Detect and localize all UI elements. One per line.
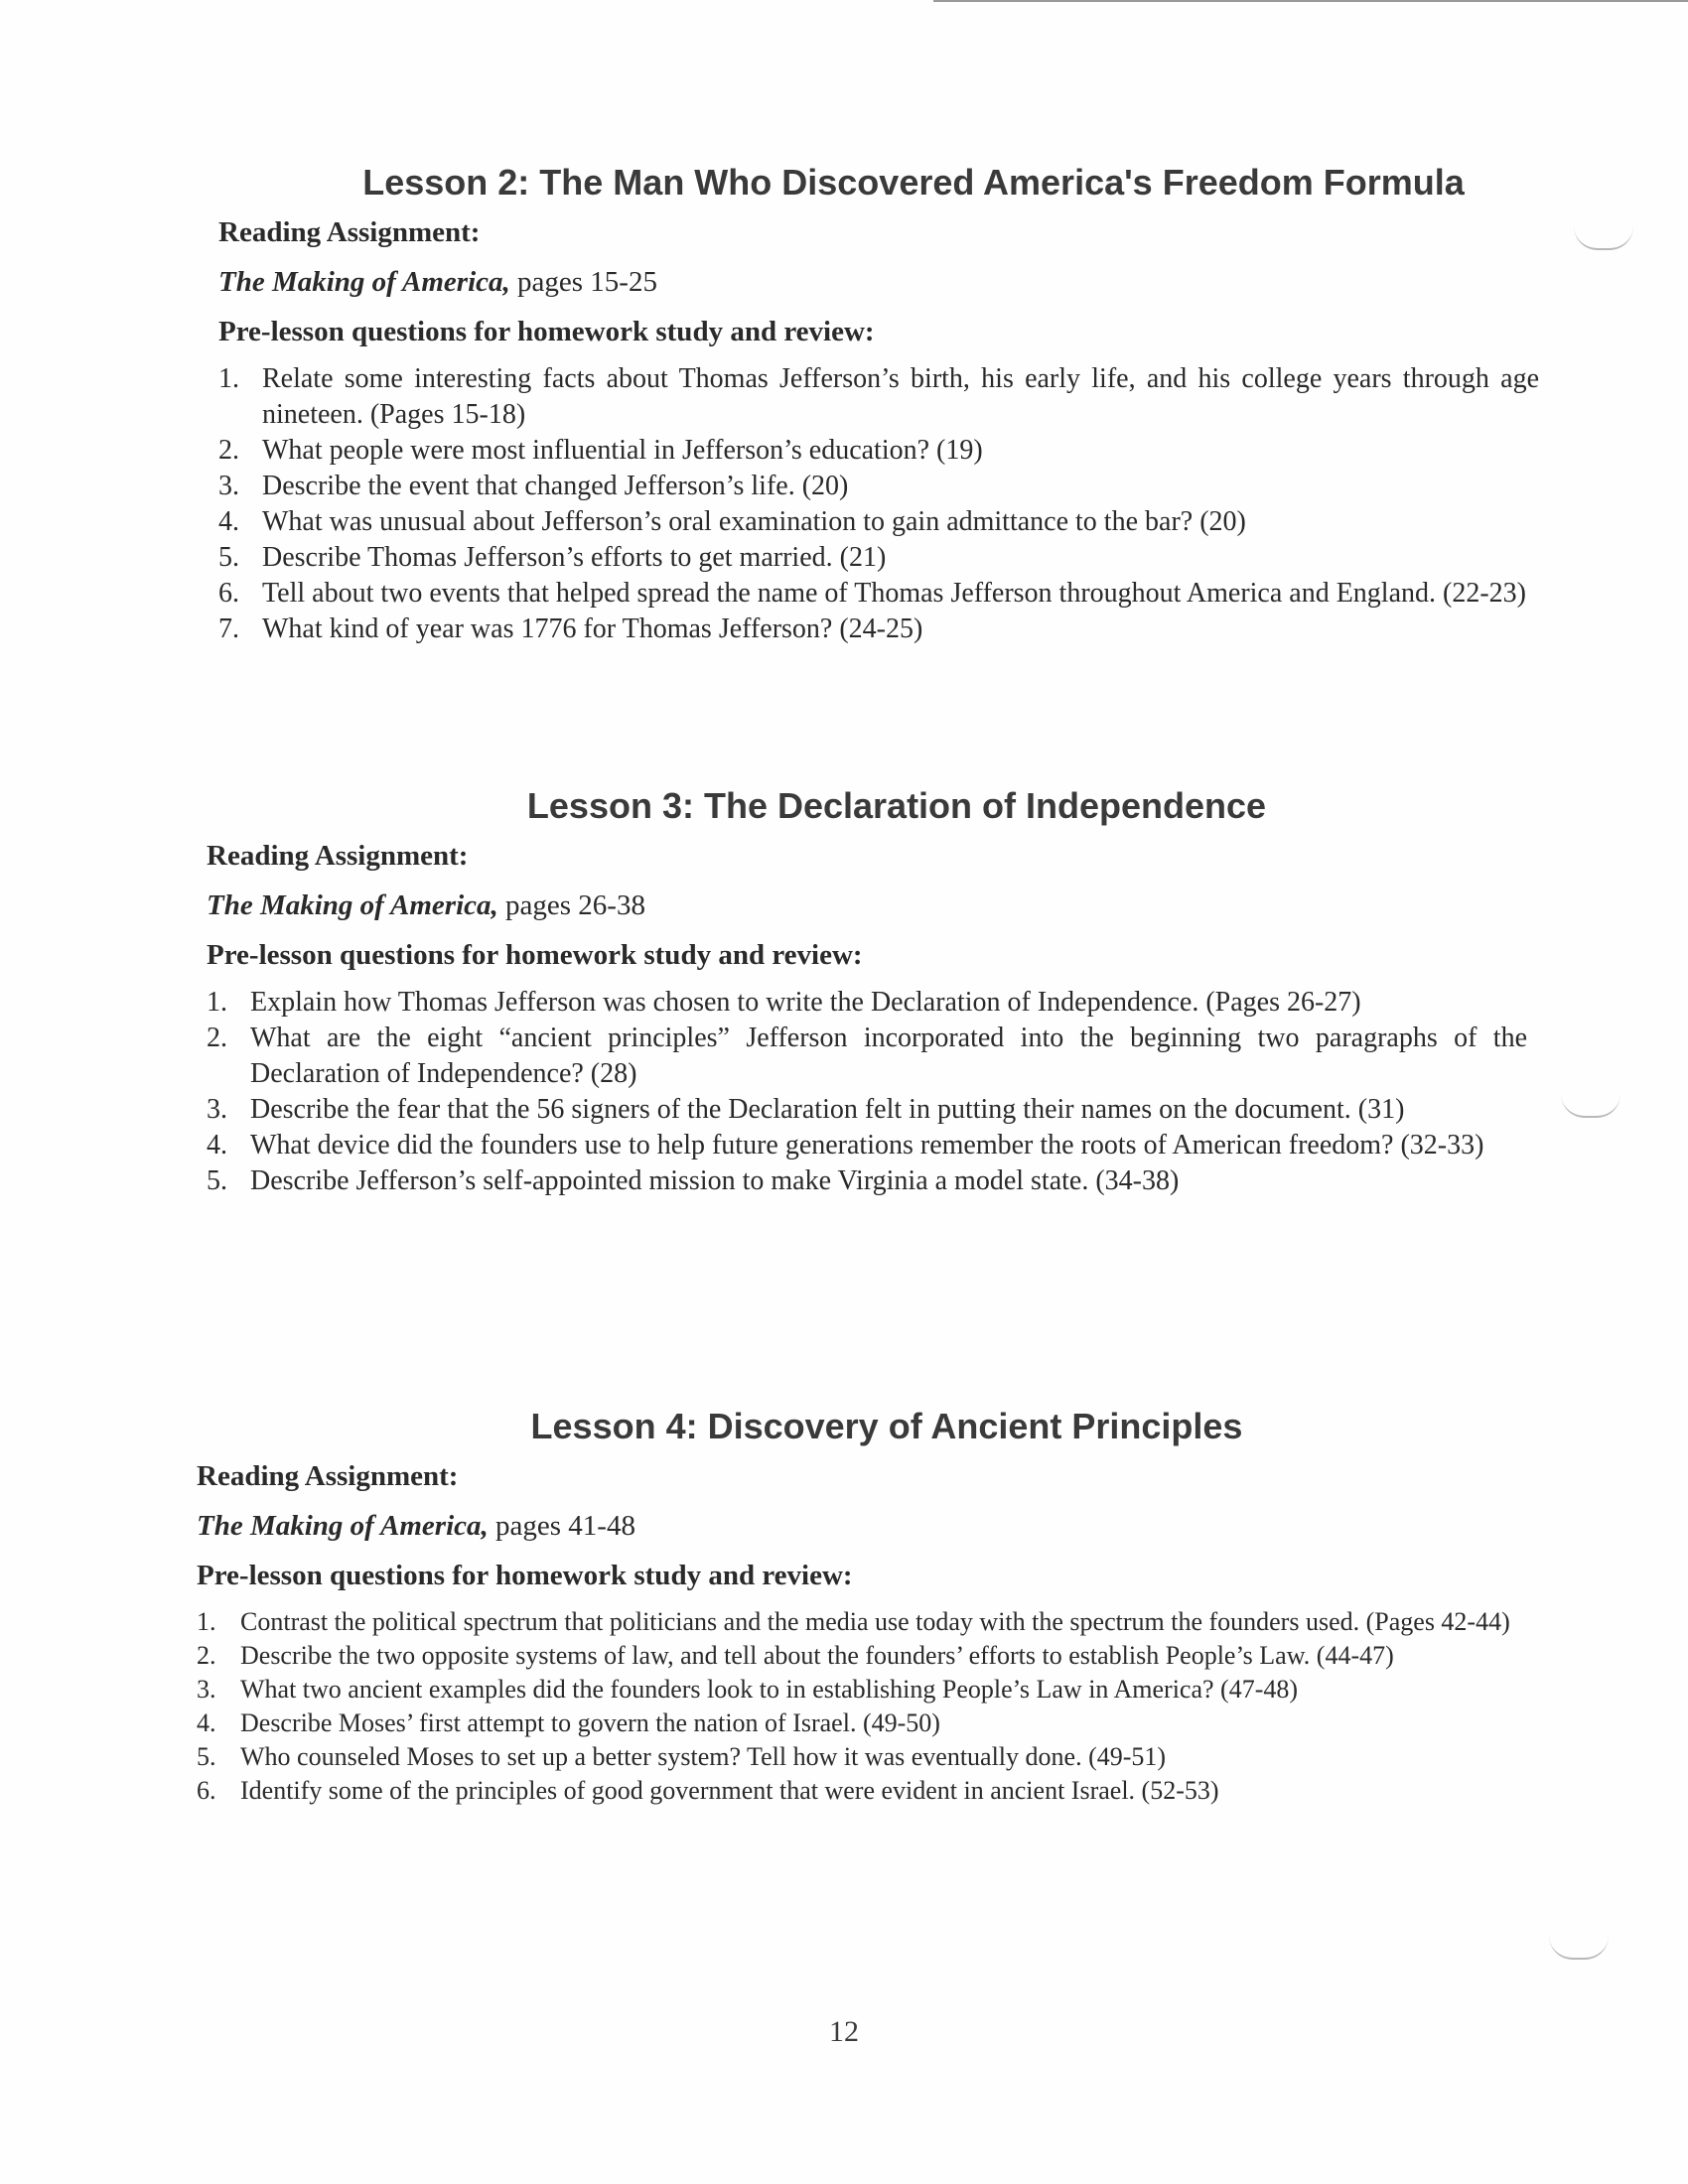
- list-item: [218, 469, 1539, 504]
- list-item: [207, 1021, 1527, 1092]
- lesson-2-section: [218, 161, 1539, 647]
- reading-assignment-label: Reading Assignment:: [197, 1460, 459, 1492]
- book-pages: pages 41-48: [488, 1510, 635, 1542]
- reading-assignment: [207, 886, 1527, 925]
- scan-edge-line: [933, 0, 1688, 2]
- list-item: [197, 1639, 1517, 1673]
- punch-hole-mark: [1574, 226, 1633, 250]
- question-number: 6.: [218, 578, 239, 609]
- question-text: Describe Moses’ first attempt to govern the nation of Israel. (49-50): [240, 1708, 940, 1737]
- question-list: [197, 1605, 1517, 1808]
- list-item: [207, 985, 1527, 1021]
- list-item: [207, 1163, 1527, 1199]
- question-number: 4.: [218, 506, 239, 537]
- questions-label: Pre-lesson questions for homework study and review:: [218, 316, 875, 347]
- list-item: [218, 433, 1539, 469]
- question-number: 5.: [207, 1165, 227, 1196]
- list-item: [197, 1673, 1517, 1706]
- question-number: 1.: [207, 987, 227, 1018]
- question-text: What was unusual about Jefferson’s oral examination to gain admittance to the bar? (20): [262, 506, 1246, 537]
- list-item: [207, 1128, 1527, 1163]
- question-list: [218, 361, 1539, 647]
- punch-hole-mark: [1549, 1936, 1609, 1960]
- question-number: 3.: [197, 1675, 216, 1704]
- question-number: 2.: [197, 1641, 216, 1670]
- book-title: The Making of America,: [218, 266, 510, 298]
- questions-label: Pre-lesson questions for homework study and review:: [207, 939, 863, 971]
- question-text: Describe Thomas Jefferson’s efforts to get married. (21): [262, 542, 887, 573]
- question-number: 3.: [207, 1094, 227, 1125]
- question-list: [207, 985, 1527, 1199]
- book-title: The Making of America,: [197, 1510, 489, 1542]
- list-item: [218, 612, 1539, 647]
- lesson-title: Lesson 3: The Declaration of Independence: [526, 785, 1267, 826]
- question-text: Identify some of the principles of good government that were evident in ancient Israel. (52-53): [240, 1776, 1219, 1805]
- question-number: 4.: [197, 1708, 216, 1737]
- list-item: [218, 504, 1539, 540]
- reading-assignment: [197, 1506, 1517, 1546]
- question-text: What kind of year was 1776 for Thomas Jefferson? (24-25): [262, 614, 923, 644]
- question-text: Describe the event that changed Jefferson’s life. (20): [262, 471, 849, 501]
- question-number: 5.: [197, 1742, 216, 1771]
- book-title: The Making of America,: [207, 889, 498, 921]
- page-number: 12: [829, 2015, 859, 2048]
- list-item: [197, 1740, 1517, 1774]
- question-number: 7.: [218, 614, 239, 644]
- question-text: Contrast the political spectrum that politicians and the media use today with the spectrum the founders used. (Pages 42-44): [240, 1607, 1510, 1636]
- question-text: Describe the fear that the 56 signers of the Declaration felt in putting their names on the document. (31): [250, 1094, 1405, 1125]
- list-item: [218, 361, 1539, 433]
- question-number: 3.: [218, 471, 239, 501]
- question-number: 2.: [207, 1023, 227, 1053]
- list-item: [197, 1605, 1517, 1639]
- reading-assignment-label: Reading Assignment:: [218, 216, 481, 248]
- punch-hole-mark: [1561, 1094, 1620, 1118]
- list-item: [218, 576, 1539, 612]
- question-text: What two ancient examples did the founders look to in establishing People’s Law in America? (47-48): [240, 1675, 1299, 1704]
- list-item: [197, 1706, 1517, 1740]
- question-text: Explain how Thomas Jefferson was chosen to write the Declaration of Independence. (Pages 26-27): [250, 987, 1361, 1018]
- list-item: [197, 1774, 1517, 1808]
- question-text: Who counseled Moses to set up a better system? Tell how it was eventually done. (49-51): [240, 1742, 1167, 1771]
- question-text: Describe Jefferson’s self-appointed mission to make Virginia a model state. (34-38): [250, 1165, 1180, 1196]
- book-pages: pages 15-25: [509, 266, 657, 298]
- question-text: What people were most influential in Jefferson’s education? (19): [262, 435, 983, 466]
- question-text: Describe the two opposite systems of law, and tell about the founders’ efforts to establish People’s Law. (44-47): [240, 1641, 1394, 1670]
- question-number: 6.: [197, 1776, 216, 1805]
- list-item: [207, 1092, 1527, 1128]
- question-number: 1.: [197, 1607, 216, 1636]
- book-pages: pages 26-38: [497, 889, 645, 921]
- questions-label: Pre-lesson questions for homework study and review:: [197, 1560, 853, 1591]
- question-number: 2.: [218, 435, 239, 466]
- lesson-4-section: [197, 1405, 1517, 1808]
- list-item: [218, 540, 1539, 576]
- lesson-title: Lesson 4: Discovery of Ancient Principles: [530, 1406, 1243, 1446]
- question-text: What device did the founders use to help future generations remember the roots of American freedom? (32-33): [250, 1130, 1484, 1160]
- lesson-title: Lesson 2: The Man Who Discovered America's Freedom Formula: [362, 162, 1465, 203]
- reading-assignment: [218, 262, 1539, 302]
- question-number: 5.: [218, 542, 239, 573]
- question-text: Relate some interesting facts about Thomas Jefferson’s birth, his early life, and his college years through age nineteen. (Pages 15-18): [262, 363, 1539, 430]
- question-text: Tell about two events that helped spread the name of Thomas Jefferson throughout America and England. (22-23): [262, 578, 1526, 609]
- reading-assignment-label: Reading Assignment:: [207, 840, 469, 872]
- lesson-3-section: [207, 784, 1527, 1199]
- question-number: 1.: [218, 363, 239, 394]
- question-text: What are the eight “ancient principles” Jefferson incorporated into the beginning two paragraphs of the Declaration of Independence? (28): [250, 1023, 1527, 1089]
- question-number: 4.: [207, 1130, 227, 1160]
